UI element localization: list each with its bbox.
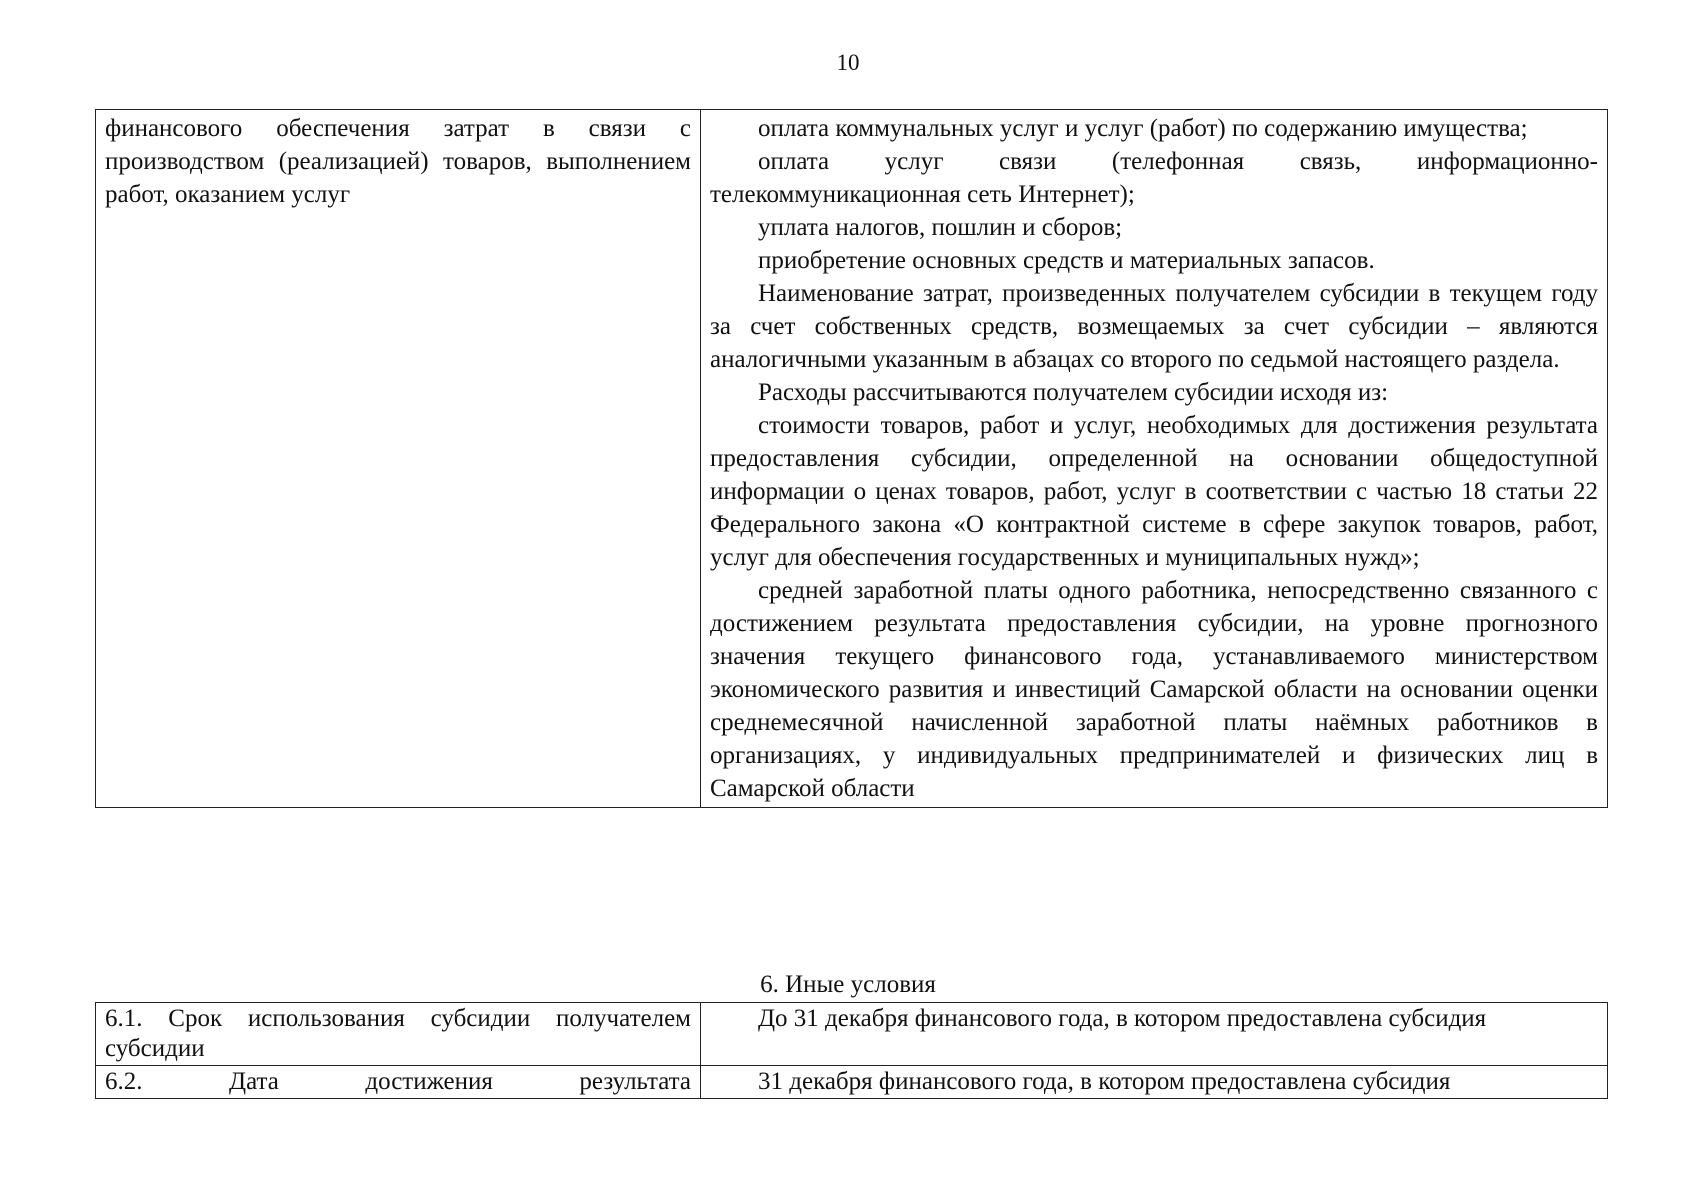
condition-label-cell — [96, 1066, 701, 1099]
condition-value: 31 декабря финансового года, в котором предоставлена субсидия — [758, 1068, 1451, 1095]
paragraph: уплата налогов, пошлин и сборов; — [758, 214, 1123, 241]
page-number: 10 — [836, 50, 860, 75]
section-title: 6. Иные условия — [760, 971, 936, 998]
paragraph: стоимости товаров, работ и услуг, необходимых для достижения результата предоставления субсидии, определенной на основании общедоступной информации о ценах товаров, работ, услуг в соответствии с частью 18 статьи 22 Федерального закона «О контрактной системе в сфере закупок товаров, работ, услуг для обеспечения государственных и муниципальных нужд»; — [710, 412, 1598, 571]
condition-label: 6.1. Срок использования субсидии получателем субсидии — [105, 1005, 691, 1062]
paragraph: Наименование затрат, произведенных получателем субсидии в текущем году за счет собственных средств, возмещаемых за счет субсидии – являются аналогичными указанным в абзацах со второго по седьмой настоящего раздела. — [710, 280, 1598, 373]
condition-value-cell — [701, 1003, 1608, 1066]
table-row — [96, 1003, 1608, 1066]
paragraph: Расходы рассчитываются получателем субсидии исходя из: — [758, 379, 1389, 406]
other-conditions-table — [95, 1002, 1608, 1099]
paragraph: приобретение основных средств и материальных запасов. — [758, 247, 1375, 274]
condition-value: До 31 декабря финансового года, в котором предоставлена субсидия — [758, 1005, 1487, 1032]
table-row — [96, 110, 1608, 808]
condition-value-cell — [701, 1066, 1608, 1099]
expense-category-text: финансового обеспечения затрат в связи с производством (реализацией) товаров, выполнением работ, оказанием услуг — [105, 115, 691, 208]
condition-label-cell — [96, 1003, 701, 1066]
paragraph: оплата услуг связи (телефонная связь, информационно-телекоммуникационная сеть Интернет); — [710, 148, 1598, 208]
expenses-table — [95, 109, 1608, 808]
table-row — [96, 1066, 1608, 1099]
expense-category-cell — [96, 110, 701, 808]
condition-label: 6.2. Дата достижения результата — [105, 1068, 691, 1095]
paragraph: оплата коммунальных услуг и услуг (работ) по содержанию имущества; — [758, 115, 1528, 142]
expense-description-cell — [701, 110, 1608, 808]
paragraph: средней заработной платы одного работника, непосредственно связанного с достижением результата предоставления субсидии, на уровне прогнозного значения текущего финансового года, устанавливаемого министерством экономического развития и инвестиций Самарской области на основании оценки среднемесячной начисленной заработной платы наёмных работников в организациях, у индивидуальных предпринимателей и физических лиц в Самарской области — [710, 577, 1598, 802]
